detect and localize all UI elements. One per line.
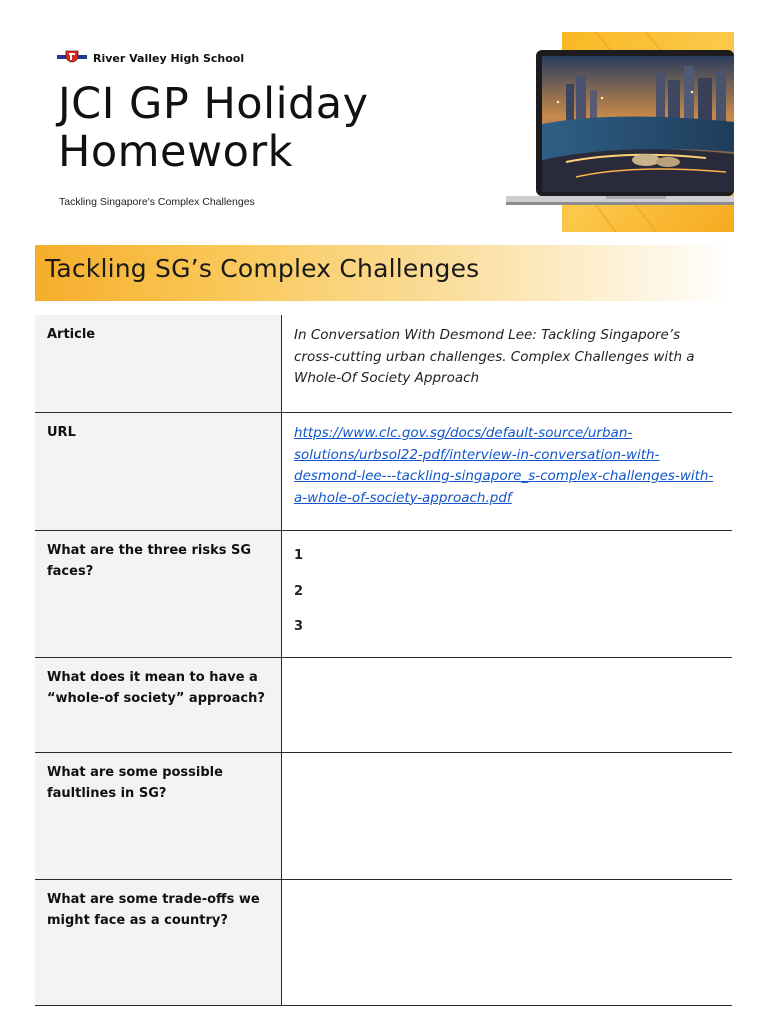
answer-cell [282,413,733,531]
answer-cell[interactable] [282,880,733,1006]
answer-cell[interactable] [282,753,733,880]
question-cell: Article [35,315,282,413]
risk-item-2: 2 [294,583,304,599]
table-row [35,658,732,753]
answer-cell[interactable] [282,531,733,658]
table-row [35,531,732,658]
table-row [35,753,732,880]
article-url-link[interactable]: https://www.clc.gov.sg/docs/default-source/urban-solutions/urbsol22-pdf/interview-in-conversation-with-desmond-lee---tackling-singapore_s-complex-challenges-with-a-whole-of-society-approach.pdf [294,425,714,506]
laptop-city-skyline-image [506,32,734,232]
question-cell: What are some trade-offs we might face as a country? [35,880,282,1006]
risk-item-1: 1 [294,548,304,563]
page-title: JCI GP Holiday Homework [58,79,369,177]
school-logo-icon [57,50,87,66]
table-row [35,315,732,413]
section-title: Tackling SG’s Complex Challenges [45,254,480,283]
question-cell: What does it mean to have a “whole-of society” approach? [35,658,282,753]
question-cell: What are the three risks SG faces? [35,531,282,658]
answer-cell: In Conversation With Desmond Lee: Tackling Singapore’s cross-cutting urban challenges. Complex Challenges with a Whole-Of Society Approach [282,315,733,413]
school-name: River Valley High School [93,51,245,65]
section-banner [35,245,732,301]
homework-table [35,315,732,1006]
page-subtitle: Tackling Singapore's Complex Challenges [59,196,255,208]
table-row [35,413,732,531]
question-cell: What are some possible faultlines in SG? [35,753,282,880]
question-cell: URL [35,413,282,531]
risk-item-3: 3 [294,619,304,634]
answer-cell[interactable] [282,658,733,753]
school-header [57,50,244,66]
table-row [35,880,732,1006]
